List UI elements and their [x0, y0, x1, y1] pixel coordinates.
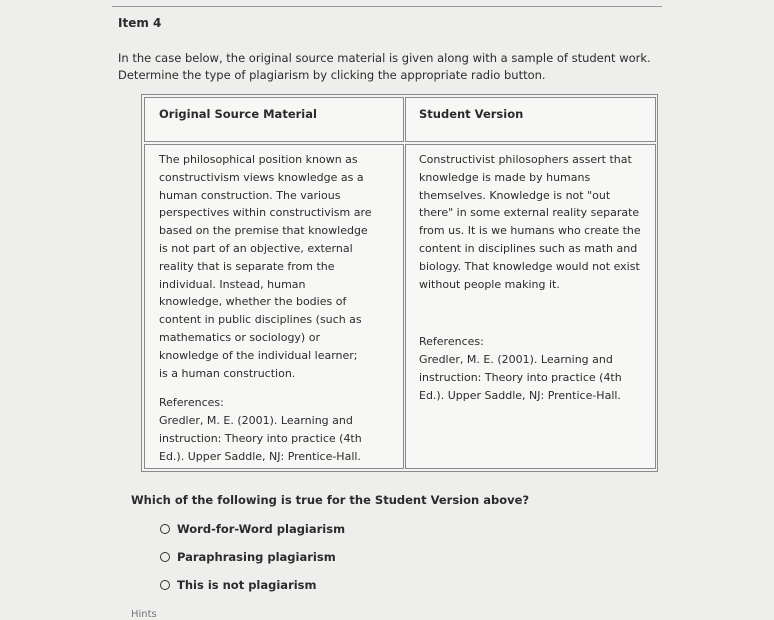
original-line: is not part of an objective, external	[159, 241, 353, 255]
original-reference-line: Gredler, M. E. (2001). Learning and	[159, 414, 353, 428]
original-line: knowledge of the individual learner;	[159, 348, 358, 362]
option-label: Paraphrasing plagiarism	[177, 550, 336, 564]
original-source-cell	[144, 144, 404, 469]
original-line: knowledge, whether the bodies of	[159, 295, 347, 309]
student-references	[419, 333, 647, 404]
header-student-version: Student Version	[405, 97, 656, 142]
original-line: The philosophical position known as	[159, 153, 358, 166]
original-source-text	[159, 151, 395, 382]
radio-button[interactable]	[160, 552, 170, 562]
student-references-label: References:	[419, 335, 484, 349]
comparison-table	[141, 94, 658, 472]
option-paraphrasing[interactable]	[160, 550, 336, 564]
original-line: is a human construction.	[159, 366, 296, 380]
item-title: Item 4	[118, 16, 162, 30]
question-text: Which of the following is true for the Student Version above?	[131, 493, 530, 507]
option-label: Word-for-Word plagiarism	[177, 522, 346, 536]
option-label: This is not plagiarism	[177, 578, 317, 592]
original-line: mathematics or sociology) or	[159, 330, 320, 344]
student-line: knowledge is made by humans	[419, 170, 591, 184]
student-version-cell	[405, 144, 656, 469]
student-version-text	[419, 151, 647, 293]
student-line: Constructivist philosophers assert that	[419, 153, 632, 166]
instructions	[118, 50, 678, 84]
student-line: from us. It is we humans who create the	[419, 224, 641, 238]
student-line: without people making it.	[419, 277, 560, 291]
option-word-for-word[interactable]	[160, 522, 345, 536]
instructions-line-2: Determine the type of plagiarism by clicking the appropriate radio button.	[118, 68, 546, 82]
original-references-label: References:	[159, 396, 224, 410]
original-references	[159, 394, 395, 465]
header-original-source: Original Source Material	[144, 97, 404, 142]
radio-button[interactable]	[160, 524, 170, 534]
instructions-line-1: In the case below, the original source material is given along with a sample of student work.	[118, 51, 651, 65]
original-line: based on the premise that knowledge	[159, 224, 368, 238]
option-not-plagiarism[interactable]	[160, 578, 317, 592]
hints-link[interactable]: Hints	[131, 609, 157, 620]
student-line: biology. That knowledge would not exist	[419, 259, 640, 273]
original-line: content in public disciplines (such as	[159, 313, 362, 327]
original-line: reality that is separate from the	[159, 259, 335, 273]
student-reference-line: Ed.). Upper Saddle, NJ: Prentice-Hall.	[419, 388, 621, 402]
top-divider	[112, 6, 662, 7]
student-reference-line: instruction: Theory into practice (4th	[419, 370, 622, 384]
original-line: human construction. The various	[159, 188, 341, 202]
student-line: content in disciplines such as math and	[419, 241, 638, 255]
original-line: individual. Instead, human	[159, 277, 306, 291]
student-line: there" in some external reality separate	[419, 206, 640, 220]
radio-button[interactable]	[160, 580, 170, 590]
student-reference-line: Gredler, M. E. (2001). Learning and	[419, 353, 613, 367]
original-line: perspectives within constructivism are	[159, 206, 372, 220]
original-reference-line: Ed.). Upper Saddle, NJ: Prentice-Hall.	[159, 449, 361, 463]
student-line: themselves. Knowledge is not "out	[419, 188, 611, 202]
original-reference-line: instruction: Theory into practice (4th	[159, 431, 362, 445]
original-line: constructivism views knowledge as a	[159, 170, 364, 184]
